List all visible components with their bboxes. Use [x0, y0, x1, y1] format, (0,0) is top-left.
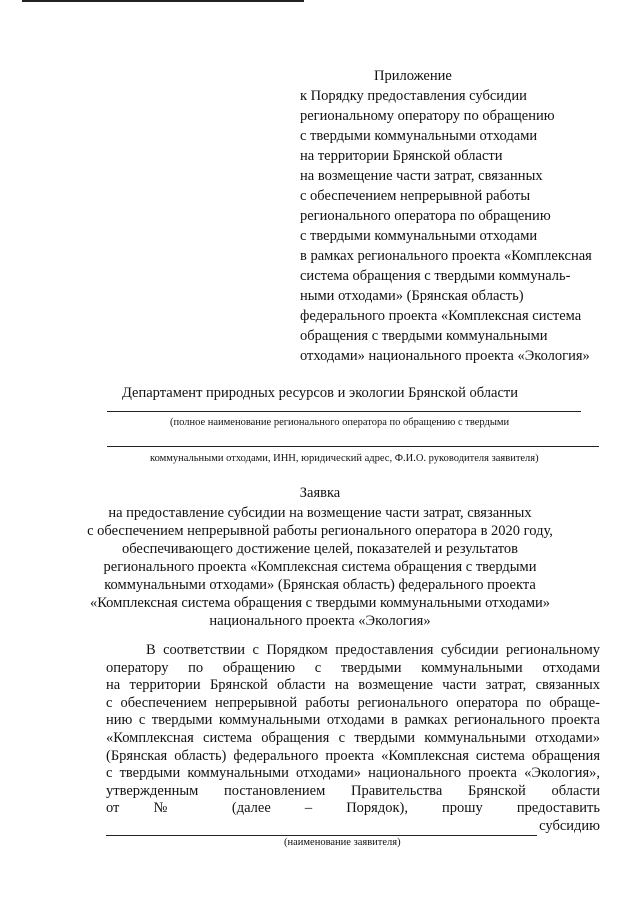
appendix-line: регионального оператора по обращению	[300, 208, 551, 224]
body-line: с твердыми коммунальными отходами» национального проекта «Экология»,	[106, 765, 600, 782]
application-subtitle-line: регионального проекта «Комплексная система обращения с твердыми	[103, 559, 537, 575]
operator-caption-2: коммунальными отходами, ИНН, юридический адрес, Ф.И.О. руководителя заявителя)	[150, 453, 539, 464]
application-subtitle-line: коммунальными отходами» (Брянская область) федерального проекта	[104, 577, 536, 593]
body-line: «Комплексная система обращения с твердыми коммунальными отходами»	[106, 729, 600, 746]
application-subtitle-line: обеспечивающего достижение целей, показателей и результатов	[121, 541, 519, 557]
body-paragraph	[106, 642, 600, 836]
body-line: нию с твердыми коммунальными отходами в рамках регионального проекта	[106, 712, 600, 729]
operator-name-line-1	[107, 411, 581, 412]
appendix-line: ными отходами» (Брянская область)	[300, 288, 524, 304]
appendix-line: в рамках регионального проекта «Комплексная	[300, 248, 592, 264]
body-line: (Брянская область) федерального проекта «Комплексная система обращения	[106, 747, 600, 764]
recipient-department: Департамент природных ресурсов и экологии Брянской области	[121, 385, 518, 401]
body-line: оператору по обращению с твердыми коммунальными отходами	[106, 659, 600, 676]
appendix-line: обращения с твердыми коммунальными	[300, 328, 548, 344]
body-line: В соответствии с Порядком предоставления субсидии региональному	[146, 642, 600, 658]
appendix-line: региональному оператору по обращению	[300, 108, 555, 124]
application-heading: Заявка	[299, 485, 341, 501]
application-subtitle-line: на предоставление субсидии на возмещение части затрат, связанных	[108, 505, 532, 521]
applicant-name-line	[106, 818, 600, 836]
operator-name-line-2	[107, 446, 599, 447]
applicant-name-blank	[106, 821, 537, 836]
applicant-caption: (наименование заявителя)	[284, 837, 401, 848]
appendix-line: на территории Брянской области	[300, 148, 503, 164]
appendix-line: федерального проекта «Комплексная система	[300, 308, 582, 324]
appendix-line: с твердыми коммунальными отходами	[300, 128, 538, 144]
body-line: утвержденным постановлением Правительства Брянской области	[106, 782, 600, 799]
application-subtitle-line: с обеспечением непрерывной работы регионального оператора в 2020 году,	[87, 523, 553, 539]
application-title	[0, 484, 640, 630]
appendix-line: к Порядку предоставления субсидии	[300, 88, 527, 104]
body-line: от № (далее – Порядок), прошу предоставить	[106, 800, 600, 817]
appendix-heading: Приложение	[374, 68, 452, 84]
appendix-line: с обеспечением непрерывной работы	[300, 188, 531, 204]
appendix-line: с твердыми коммунальными отходами	[300, 228, 538, 244]
appendix-line: на возмещение части затрат, связанных	[300, 168, 543, 184]
appendix-line: система обращения с твердыми коммуналь-	[300, 268, 571, 284]
body-line: на территории Брянской области на возмещение части затрат, связанных	[106, 677, 600, 694]
application-subtitle-line: «Комплексная система обращения с твердыми коммунальными отходами»	[89, 595, 551, 611]
top-rule	[22, 0, 304, 2]
appendix-header	[300, 66, 620, 366]
appendix-line: отходами» национального проекта «Экология»	[300, 348, 590, 364]
application-subtitle-line: национального проекта «Экология»	[209, 613, 431, 629]
body-line: с обеспечением непрерывной работы регионального оператора по обраще-	[106, 694, 600, 711]
operator-caption-1: (полное наименование регионального оператора по обращению с твердыми	[170, 417, 510, 428]
body-line-end: субсидию	[539, 817, 600, 834]
